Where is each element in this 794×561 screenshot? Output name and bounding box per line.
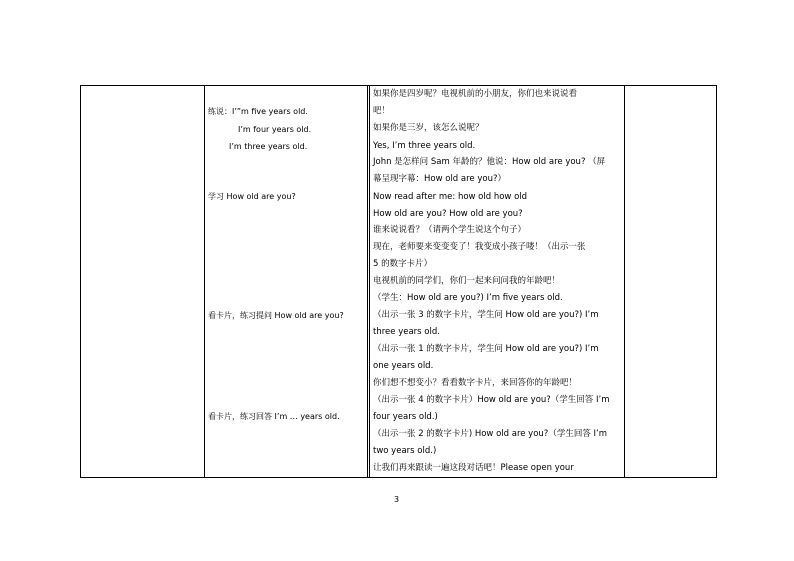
column-divider-4 (624, 85, 625, 478)
teacher-line-17: one years old. (373, 361, 434, 371)
column-divider-2 (367, 85, 368, 478)
teacher-line-7: Now read after me: how old how old (373, 192, 528, 202)
page-number: 3 (394, 495, 400, 504)
teacher-line-8: How old are you? How old are you? (373, 209, 523, 219)
teacher-line-12: 电视机前的同学们，你们一起来问问我的年龄吧！ (373, 276, 561, 286)
teacher-line-22: two years old.) (373, 446, 437, 456)
teacher-line-3: 如果你是三岁，该怎么说呢？ (373, 123, 484, 133)
table-right-border (716, 85, 717, 478)
table-bottom-border (80, 477, 717, 478)
teacher-line-11: 5 的数字卡片） (373, 259, 433, 269)
teacher-line-9: 谁来说说看？（请两个学生说这个句子） (373, 225, 527, 235)
teacher-line-21: （出示一张 2 的数字卡片) How old are you?（学生回答 I’m (373, 429, 608, 439)
table-top-border (80, 85, 717, 86)
practice-line-1: 练说：I’”m five years old. (208, 107, 308, 116)
teacher-line-13: （学生：How old are you?) I’m five years old. (373, 293, 563, 303)
practice-line-3: I’m three years old. (229, 142, 308, 151)
practice-card-answer: 看卡片，练习回答 I’m … years old. (208, 412, 340, 421)
teacher-line-23: 让我们再来跟读一遍这段对话吧！Please open your (373, 463, 574, 473)
teacher-line-14: （出示一张 3 的数字卡片，学生问 How old are you?) I’m (373, 310, 599, 320)
teacher-line-2: 吧！ (373, 106, 391, 116)
table-left-border (80, 85, 81, 478)
practice-learn: 学习 How old are you? (208, 192, 296, 201)
teacher-line-18: 你们想不想变小？看看数字卡片，来回答你的年龄吧！ (373, 378, 578, 388)
teacher-line-19: （出示一张 4 的数字卡片）How old are you?（学生回答 I’m (373, 395, 610, 405)
teacher-line-4: Yes, I’m three years old. (373, 141, 476, 151)
teacher-line-15: three years old. (373, 327, 440, 337)
teacher-line-10: 现在，老师要来变变变了！我变成小孩子喽！（出示一张 (373, 242, 586, 252)
teacher-line-16: （出示一张 1 的数字卡片，学生问 How old are you?) I’m (373, 344, 599, 354)
practice-line-2: I’m four years old. (238, 125, 312, 134)
teacher-line-5: John 是怎样问 Sam 年龄的？他说：How old are you? （屏 (373, 157, 606, 167)
teacher-line-6: 幕呈现字幕：How old are you?） (373, 174, 506, 184)
teacher-line-20: four years old.) (373, 412, 438, 422)
column-divider-1 (204, 85, 205, 478)
practice-card-ask: 看卡片，练习提问 How old are you? (208, 311, 344, 320)
column-divider-3 (369, 85, 370, 478)
teacher-line-1: 如果你是四岁呢？电视机前的小朋友，你们也来说说看 (373, 89, 578, 99)
